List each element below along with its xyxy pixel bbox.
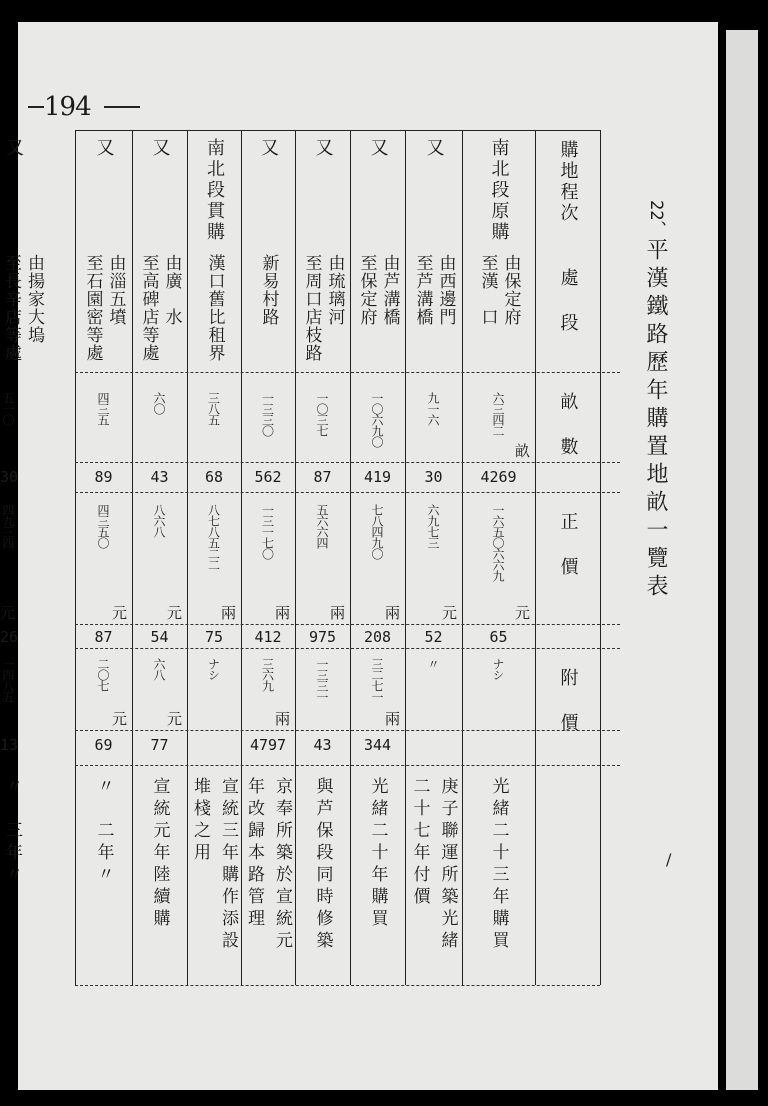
location-text: 由保定府 bbox=[500, 254, 521, 326]
price-unit: 元 bbox=[0, 604, 16, 622]
location-text: 漢口舊比租界 bbox=[204, 254, 225, 362]
row-extra-num bbox=[241, 736, 295, 762]
margin-tick-mark: / bbox=[666, 850, 672, 869]
row-extra-num bbox=[405, 736, 462, 762]
extra-cn-text: 一三三一 bbox=[315, 658, 329, 702]
row-note bbox=[350, 777, 405, 981]
row-order bbox=[75, 138, 132, 244]
location-text: 由西邊門 bbox=[435, 254, 456, 326]
row-divider bbox=[75, 372, 620, 373]
row-price-num bbox=[0, 628, 18, 650]
row-location bbox=[350, 254, 405, 368]
extra-cn-text: 三六九 bbox=[260, 658, 275, 691]
price-num-text: 65 bbox=[489, 628, 508, 646]
row-extra-num bbox=[187, 736, 241, 762]
row-order bbox=[0, 138, 26, 244]
header-location bbox=[535, 268, 600, 334]
price-unit: 元 bbox=[442, 604, 458, 622]
price-cn-text: 六九七三 bbox=[426, 504, 440, 548]
row-extra-cn bbox=[187, 658, 241, 726]
area-num-text: 89 bbox=[94, 468, 113, 486]
row-extra-cn bbox=[0, 658, 17, 726]
row-order bbox=[132, 138, 187, 244]
row-location bbox=[75, 254, 132, 368]
table-bottom-rule bbox=[75, 985, 600, 986]
row-note bbox=[241, 777, 295, 981]
row-price-num bbox=[75, 628, 132, 650]
extra-unit: 兩 bbox=[385, 710, 401, 728]
row-extra-num bbox=[462, 736, 535, 762]
extra-unit: 兩 bbox=[275, 710, 291, 728]
row-area-num bbox=[295, 468, 350, 492]
row-price-num bbox=[241, 628, 295, 650]
table-top-rule bbox=[75, 130, 600, 131]
header-order bbox=[535, 140, 600, 224]
area-cn-text: 四三五 bbox=[96, 392, 110, 425]
extra-num-text: 43 bbox=[313, 736, 332, 754]
area-num-text: 43 bbox=[150, 468, 169, 486]
row-note bbox=[462, 777, 535, 981]
row-order bbox=[295, 138, 350, 244]
location-text: 新易村路 bbox=[258, 254, 279, 326]
header-price bbox=[535, 512, 600, 578]
row-area-num bbox=[0, 468, 18, 492]
header-text: 購地程次 bbox=[557, 140, 579, 224]
row-area-num bbox=[241, 468, 295, 492]
header-text: 處 段 bbox=[557, 268, 579, 334]
price-unit: 元 bbox=[167, 604, 183, 622]
row-area-cn bbox=[132, 392, 187, 458]
row-divider bbox=[75, 492, 620, 493]
location-text: 至保定府 bbox=[356, 254, 377, 326]
area-cn-text: 三八五 bbox=[206, 392, 221, 425]
row-location bbox=[132, 254, 187, 368]
area-cn-text: 九一六 bbox=[426, 392, 440, 425]
area-cn-text: 六〇 bbox=[152, 392, 166, 414]
extra-num-text: 69 bbox=[94, 736, 113, 754]
price-unit: 元 bbox=[112, 604, 128, 622]
location-text: 至長辛店等處 bbox=[1, 254, 21, 362]
area-num-text: 4269 bbox=[480, 468, 517, 486]
price-cn-text: 五六六四 bbox=[315, 504, 329, 548]
page-number: 194 bbox=[44, 92, 91, 122]
price-num-text: 975 bbox=[308, 628, 337, 646]
extra-cn-text: ナシ bbox=[206, 658, 221, 680]
row-area-num bbox=[75, 468, 132, 492]
price-cn-text: 一三一七〇 bbox=[260, 504, 275, 559]
header-text: 正 價 bbox=[557, 512, 579, 578]
row-note bbox=[132, 777, 187, 981]
note-text: 宣統元年陸續購 bbox=[149, 777, 170, 931]
order-text: 南北段貫購 bbox=[204, 138, 225, 243]
row-location bbox=[405, 254, 462, 368]
extra-cn-text: ナシ bbox=[491, 658, 505, 680]
area-cn-text: 一〇六九〇 bbox=[370, 392, 384, 447]
note-text: 庚子聯運所築光緒 bbox=[437, 777, 458, 953]
page-number-rule-right bbox=[104, 106, 140, 108]
order-text: 又 bbox=[312, 138, 334, 159]
note-text: 京奉所築於宣統元 bbox=[272, 777, 292, 953]
header-text: 附 價 bbox=[557, 668, 579, 734]
row-price-num bbox=[405, 628, 462, 650]
order-text: 南北段原購 bbox=[488, 138, 510, 243]
header-area bbox=[535, 392, 600, 458]
note-text: 光緒二十三年購買 bbox=[488, 777, 509, 953]
price-cn-text: 四九三四 bbox=[1, 504, 15, 548]
price-num-text: 75 bbox=[204, 628, 224, 646]
row-price-num bbox=[132, 628, 187, 650]
row-order bbox=[405, 138, 462, 244]
page-number-rule-left bbox=[28, 106, 44, 108]
extra-num-text: 13 bbox=[0, 736, 19, 754]
row-price-num bbox=[295, 628, 350, 650]
row-divider bbox=[75, 765, 620, 766]
location-text: 至石園密等處 bbox=[82, 254, 103, 362]
header-text: 畝 數 bbox=[557, 392, 579, 458]
row-extra-cn bbox=[462, 658, 535, 726]
location-text: 由淄五墳 bbox=[105, 254, 126, 326]
extra-cn-text: 一四八五 bbox=[1, 658, 15, 702]
price-cn-text: 四三五〇 bbox=[96, 504, 110, 548]
extra-cn-text: 三二七一 bbox=[370, 658, 384, 702]
price-unit: 兩 bbox=[330, 604, 346, 622]
row-divider bbox=[75, 462, 620, 463]
area-num-text: 68 bbox=[204, 468, 224, 486]
order-text: 又 bbox=[93, 138, 115, 159]
note-text: 年改歸本路管理 bbox=[244, 777, 264, 931]
price-cn-text: 七八四九〇 bbox=[370, 504, 384, 559]
location-text: 由琉璃河 bbox=[324, 254, 345, 326]
location-text: 由揚家大塢 bbox=[24, 254, 44, 344]
row-extra-num bbox=[295, 736, 350, 762]
price-num-text: 208 bbox=[363, 628, 392, 646]
row-area-cn bbox=[405, 392, 462, 458]
row-note bbox=[187, 777, 241, 981]
order-text: 又 bbox=[3, 138, 24, 159]
row-area-cn bbox=[75, 392, 132, 458]
row-area-num bbox=[187, 468, 241, 492]
area-cn-text: 六三四二 bbox=[491, 392, 505, 436]
order-text: 又 bbox=[149, 138, 171, 159]
area-num-text: 87 bbox=[313, 468, 332, 486]
area-cn-text: 一〇三七 bbox=[315, 392, 329, 436]
row-note bbox=[295, 777, 350, 981]
note-text: 宣統三年購作添設 bbox=[218, 777, 238, 953]
row-extra-num bbox=[0, 736, 18, 762]
price-num-text: 87 bbox=[94, 628, 113, 646]
caption-number: 22、 bbox=[646, 200, 666, 238]
caption-title: 平漢鐵路歷年購置地畝一覽表 bbox=[643, 238, 668, 602]
note-text: 堆棧之用 bbox=[190, 777, 210, 865]
row-location bbox=[0, 254, 44, 368]
area-num-text: 562 bbox=[254, 468, 282, 486]
price-unit: 兩 bbox=[385, 604, 401, 622]
note-text: 光緒二十年購買 bbox=[367, 777, 388, 931]
extra-num-text: 344 bbox=[363, 736, 392, 754]
adjacent-page-edge bbox=[726, 30, 758, 1090]
note-text: 〃 三年〃 bbox=[2, 777, 22, 887]
row-extra-num bbox=[75, 736, 132, 762]
extra-num-text: 77 bbox=[150, 736, 169, 754]
area-num-text: 30 bbox=[424, 468, 443, 486]
area-num-text: 419 bbox=[363, 468, 392, 486]
header-extra bbox=[535, 668, 600, 734]
row-location bbox=[241, 254, 295, 368]
note-text: 與芦保段同時修築 bbox=[312, 777, 333, 953]
row-extra-cn bbox=[405, 658, 462, 726]
price-num-text: 52 bbox=[424, 628, 443, 646]
location-text: 由芦溝橋 bbox=[379, 254, 400, 326]
row-extra-cn bbox=[295, 658, 350, 726]
row-location bbox=[295, 254, 350, 368]
row-price-num bbox=[187, 628, 241, 650]
row-location bbox=[462, 254, 535, 368]
extra-unit: 元 bbox=[167, 710, 183, 728]
price-unit: 兩 bbox=[275, 604, 291, 622]
row-note bbox=[405, 777, 462, 981]
note-text: 〃 二年〃 bbox=[93, 777, 114, 887]
area-num-text: 30 bbox=[0, 468, 19, 486]
row-divider bbox=[75, 624, 620, 625]
row-extra-num bbox=[132, 736, 187, 762]
extra-cn-text: 二〇七 bbox=[96, 658, 110, 691]
extra-unit: 元 bbox=[112, 710, 128, 728]
note-text: 二十七年付價 bbox=[409, 777, 430, 909]
order-text: 又 bbox=[367, 138, 389, 159]
row-note bbox=[75, 777, 132, 981]
location-text: 至漢 口 bbox=[477, 254, 498, 326]
location-text: 至芦溝橋 bbox=[412, 254, 433, 326]
location-text: 至高碑店等處 bbox=[138, 254, 159, 362]
location-text: 至周口店枝路 bbox=[301, 254, 322, 362]
row-order bbox=[350, 138, 405, 244]
row-note bbox=[0, 777, 24, 981]
row-area-cn bbox=[241, 392, 295, 458]
row-location bbox=[187, 254, 241, 368]
price-cn-text: 八六八 bbox=[152, 504, 166, 537]
area-cn-text: 五一〇 bbox=[1, 392, 15, 425]
row-order bbox=[187, 138, 241, 244]
price-num-text: 26 bbox=[0, 628, 19, 646]
price-num-text: 412 bbox=[254, 628, 282, 646]
price-unit: 元 bbox=[515, 604, 531, 622]
row-area-num bbox=[405, 468, 462, 492]
row-area-num bbox=[132, 468, 187, 492]
price-cn-text: 一六五〇六六九 bbox=[491, 504, 505, 581]
order-text: 又 bbox=[423, 138, 445, 159]
row-price-num bbox=[462, 628, 535, 650]
row-extra-num bbox=[350, 736, 405, 762]
row-area-cn bbox=[187, 392, 241, 458]
extra-cn-text: 六八 bbox=[152, 658, 166, 680]
price-unit: 兩 bbox=[221, 604, 237, 622]
row-price-num bbox=[350, 628, 405, 650]
row-area-cn bbox=[295, 392, 350, 458]
area-cn-text: 一三三〇 bbox=[260, 392, 275, 436]
row-area-cn bbox=[0, 392, 17, 458]
price-num-text: 54 bbox=[150, 628, 169, 646]
location-text: 由廣 水 bbox=[161, 254, 182, 326]
row-order bbox=[241, 138, 295, 244]
row-area-cn bbox=[350, 392, 405, 458]
row-order bbox=[462, 138, 535, 244]
row-area-num bbox=[350, 468, 405, 492]
extra-num-text: 4797 bbox=[249, 736, 287, 754]
area-unit: 畝 bbox=[515, 442, 531, 460]
extra-cn-text: 〃 bbox=[426, 658, 440, 669]
order-text: 又 bbox=[258, 138, 279, 159]
price-cn-text: 八七八五二二 bbox=[206, 504, 221, 570]
column-divider bbox=[600, 130, 601, 985]
row-area-num bbox=[462, 468, 535, 492]
